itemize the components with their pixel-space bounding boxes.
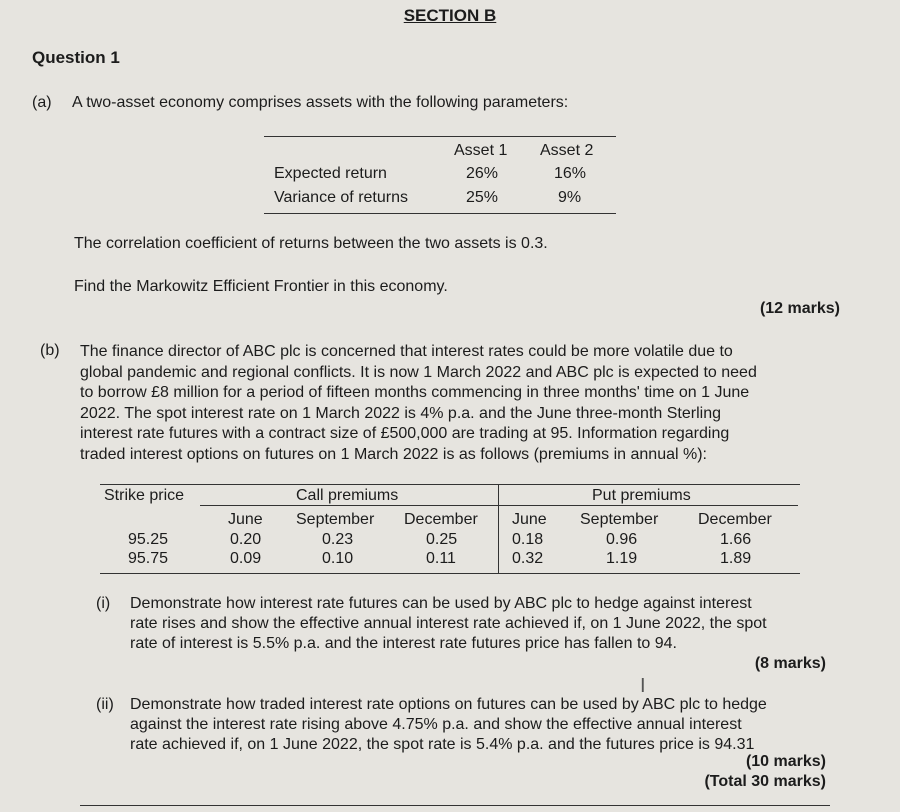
strike-value: 95.25 [128,531,169,548]
sub-ii-text [130,695,830,755]
part-b-line: global pandemic and regional conflicts. It is now 1 March 2022 and ABC plc is expected to need [80,363,757,381]
put-month-september: September [580,511,659,528]
asset-table [264,136,616,214]
call-september-value: 0.10 [322,550,354,567]
put-september-value: 1.19 [606,550,638,567]
put-december-value: 1.89 [720,550,752,567]
call-june-value: 0.09 [230,550,262,567]
sub-ii-line: Demonstrate how traded interest rate options on futures can be used by ABC plc to hedge [130,696,767,713]
put-month-june: June [512,511,547,528]
total-marks: (Total 30 marks) [704,773,826,790]
sub-ii-line: rate achieved if, on 1 June 2022, the spot rate is 5.4% p.a. and the futures price is 94.31 [130,736,755,753]
section-title: SECTION B [403,6,497,25]
sub-ii-label: (ii) [96,696,114,713]
part-a-intro: A two-asset economy comprises assets with the following parameters: [72,94,569,111]
sub-i-line: rate of interest is 5.5% p.a. and the interest rate futures price has fallen to 94. [130,635,677,652]
asset1-variance: 25% [466,189,499,206]
correlation-text: The correlation coefficient of returns between the two assets is 0.3. [74,235,548,252]
part-b-line: The finance director of ABC plc is concerned that interest rates could be more volatile due to [80,343,733,360]
put-june-value: 0.32 [512,550,544,567]
part-a-marks: (12 marks) [759,300,840,317]
sub-i-text [130,594,830,654]
sub-i-line: Demonstrate how interest rate futures can be used by ABC plc to hedge against interest [130,595,752,612]
call-december-value: 0.11 [426,550,456,567]
asset2-header: Asset 2 [540,142,594,159]
part-a-label: (a) [32,94,52,111]
bottom-rule [80,805,830,806]
asset1-header: Asset 1 [454,142,508,159]
part-b-line: traded interest options on futures on 1 March 2022 is as follows (premiums in annual %): [80,445,707,463]
part-b-line: 2022. The spot interest rate on 1 March 2022 is 4% p.a. and the June three-month Sterling [80,404,721,422]
row-label-expected-return: Expected return [274,165,387,182]
part-b-paragraph [80,342,838,465]
sub-i-label: (i) [96,595,111,612]
sub-i-line: rate rises and show the effective annual interest rate achieved if, on 1 June 2022, the spot [130,615,767,632]
part-b-line: interest rate futures with a contract size of £500,000 are trading at 95. Information regarding [80,425,730,442]
call-month-december: December [404,511,478,528]
put-june-value: 0.18 [512,531,544,548]
asset2-expected-return: 16% [554,165,587,182]
strike-header: Strike price [104,487,185,504]
put-september-value: 0.96 [606,531,638,548]
put-header: Put premiums [592,487,691,504]
strike-value: 95.75 [128,550,169,567]
question-title: Question 1 [32,48,120,67]
row-label-variance: Variance of returns [274,189,408,206]
options-table [100,484,800,574]
asset1-expected-return: 26% [466,165,499,182]
call-september-value: 0.23 [322,531,354,548]
asset2-variance: 9% [558,189,582,206]
sub-i-marks: (8 marks) [754,655,826,672]
put-december-value: 1.66 [720,531,752,548]
call-month-september: September [296,511,375,528]
part-b-label: (b) [40,342,60,359]
text-cursor-icon: I [640,675,646,697]
part-b-line: to borrow £8 million for a period of fifteen months commencing in three months' time on 1 June [80,384,750,401]
call-month-june: June [228,511,263,528]
call-header: Call premiums [296,487,399,504]
call-june-value: 0.20 [230,531,262,548]
part-a-task: Find the Markowitz Efficient Frontier in this economy. [74,278,448,295]
put-month-december: December [698,511,772,528]
call-december-value: 0.25 [426,531,458,548]
sub-ii-line: against the interest rate rising above 4.75% p.a. and show the effective annual interest [130,716,742,733]
sub-ii-marks: (10 marks) [745,753,826,770]
